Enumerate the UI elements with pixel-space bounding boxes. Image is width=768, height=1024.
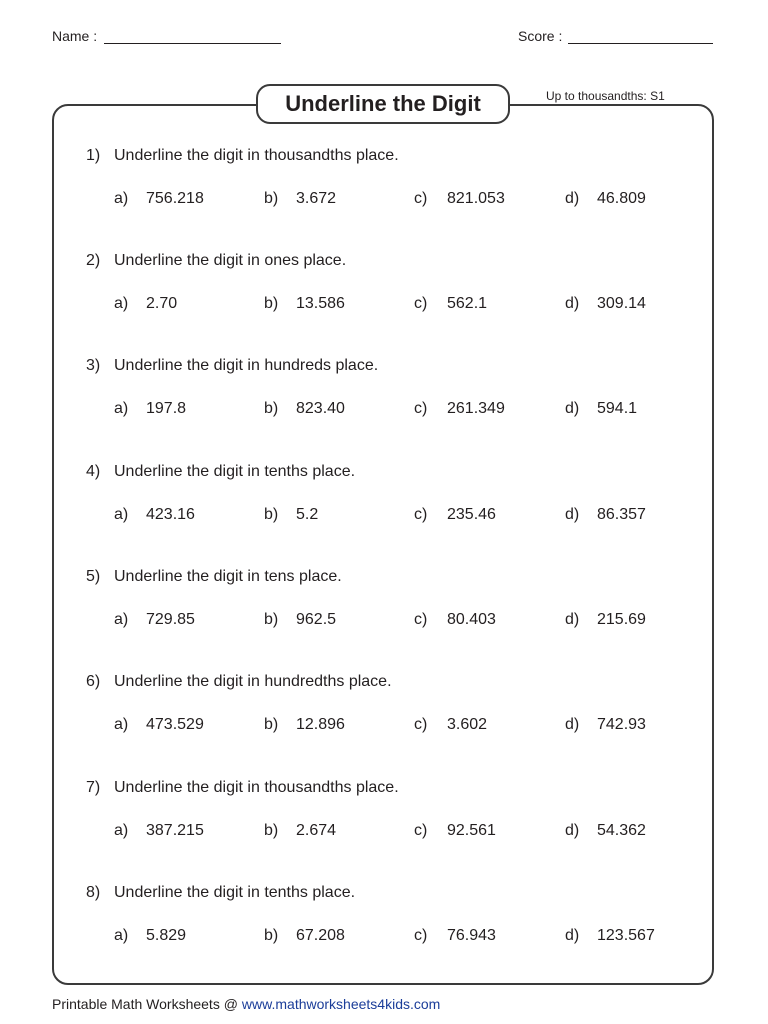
option-label: c) (414, 822, 428, 839)
question-number: 1) (86, 147, 101, 164)
option-label: c) (414, 506, 428, 523)
question-number: 2) (86, 252, 101, 269)
option-value: 387.215 (146, 822, 204, 839)
answer-options (0, 294, 768, 314)
level-label: Up to thousandths: S1 (546, 89, 665, 103)
option-value: 261.349 (447, 400, 505, 417)
question-2 (0, 251, 768, 317)
footer-website-link[interactable]: www.mathworksheets4kids.com (241, 996, 441, 1012)
option-label: b) (264, 295, 279, 312)
option-label: c) (414, 927, 428, 944)
option-label: a) (114, 295, 129, 312)
option-value: 309.14 (597, 295, 646, 312)
option-value: 54.362 (597, 822, 646, 839)
option-label: b) (264, 822, 279, 839)
option-value: 5.829 (146, 927, 187, 944)
option-label: b) (264, 927, 279, 944)
answer-options (0, 189, 768, 209)
answer-options (0, 505, 768, 525)
score-blank-line (568, 43, 713, 44)
question-number: 5) (86, 568, 101, 585)
question-text: Underline the digit in hundredths place. (114, 673, 392, 690)
option-value: 67.208 (296, 927, 345, 944)
option-label: c) (414, 400, 428, 417)
answer-options (0, 926, 768, 946)
option-value: 235.46 (447, 506, 496, 523)
answer-options (0, 715, 768, 735)
option-value: 2.70 (146, 295, 178, 312)
option-label: a) (114, 927, 129, 944)
option-value: 76.943 (447, 927, 496, 944)
option-value: 12.896 (296, 716, 345, 733)
option-value: 423.16 (146, 506, 195, 523)
option-value: 962.5 (296, 611, 337, 628)
option-label: d) (565, 190, 580, 207)
option-label: a) (114, 822, 129, 839)
option-value: 3.672 (296, 190, 337, 207)
question-text: Underline the digit in hundreds place. (114, 357, 379, 374)
question-text: Underline the digit in thousandths place. (114, 147, 399, 164)
question-text: Underline the digit in thousandths place. (114, 779, 399, 796)
option-value: 215.69 (597, 611, 646, 628)
option-label: b) (264, 400, 279, 417)
option-value: 86.357 (597, 506, 646, 523)
option-value: 5.2 (296, 506, 319, 523)
option-value: 2.674 (296, 822, 337, 839)
name-blank-line (104, 43, 281, 44)
option-value: 473.529 (146, 716, 204, 733)
question-text: Underline the digit in tens place. (114, 568, 342, 585)
option-label: d) (565, 506, 580, 523)
option-value: 80.403 (447, 611, 496, 628)
question-text: Underline the digit in tenths place. (114, 463, 356, 480)
option-value: 742.93 (597, 716, 646, 733)
footer-prefix: Printable Math Worksheets @ (52, 996, 238, 1012)
option-label: b) (264, 506, 279, 523)
name-label: Name : (52, 28, 98, 44)
answer-options (0, 399, 768, 419)
option-value: 562.1 (447, 295, 488, 312)
option-value: 46.809 (597, 190, 646, 207)
option-value: 729.85 (146, 611, 195, 628)
question-text: Underline the digit in ones place. (114, 252, 347, 269)
option-label: d) (565, 295, 580, 312)
option-label: a) (114, 611, 129, 628)
question-1 (0, 146, 768, 212)
answer-options (0, 610, 768, 630)
option-label: c) (414, 295, 428, 312)
option-label: b) (264, 716, 279, 733)
option-label: d) (565, 927, 580, 944)
option-value: 594.1 (597, 400, 638, 417)
option-label: a) (114, 506, 129, 523)
answer-options (0, 821, 768, 841)
option-value: 92.561 (447, 822, 496, 839)
question-number: 3) (86, 357, 101, 374)
option-value: 123.567 (597, 927, 655, 944)
option-label: c) (414, 611, 428, 628)
title-box (256, 84, 510, 124)
question-text: Underline the digit in tenths place. (114, 884, 356, 901)
option-value: 823.40 (296, 400, 345, 417)
question-8 (0, 883, 768, 949)
option-label: c) (414, 716, 428, 733)
option-label: a) (114, 190, 129, 207)
footer (52, 995, 440, 1013)
question-4 (0, 462, 768, 528)
option-value: 3.602 (447, 716, 488, 733)
question-number: 8) (86, 884, 101, 901)
option-value: 13.586 (296, 295, 345, 312)
option-label: b) (264, 190, 279, 207)
option-label: d) (565, 822, 580, 839)
question-number: 4) (86, 463, 101, 480)
question-number: 6) (86, 673, 101, 690)
option-label: d) (565, 716, 580, 733)
option-label: a) (114, 716, 129, 733)
worksheet-title: Underline the Digit (285, 91, 481, 116)
option-label: b) (264, 611, 279, 628)
worksheet-frame (52, 104, 714, 985)
question-7 (0, 778, 768, 844)
option-value: 756.218 (146, 190, 204, 207)
option-label: a) (114, 400, 129, 417)
question-3 (0, 356, 768, 422)
question-number: 7) (86, 779, 101, 796)
question-5 (0, 567, 768, 633)
option-value: 821.053 (447, 190, 505, 207)
option-value: 197.8 (146, 400, 187, 417)
score-label: Score : (518, 28, 563, 44)
option-label: c) (414, 190, 428, 207)
option-label: d) (565, 400, 580, 417)
option-label: d) (565, 611, 580, 628)
question-6 (0, 672, 768, 738)
